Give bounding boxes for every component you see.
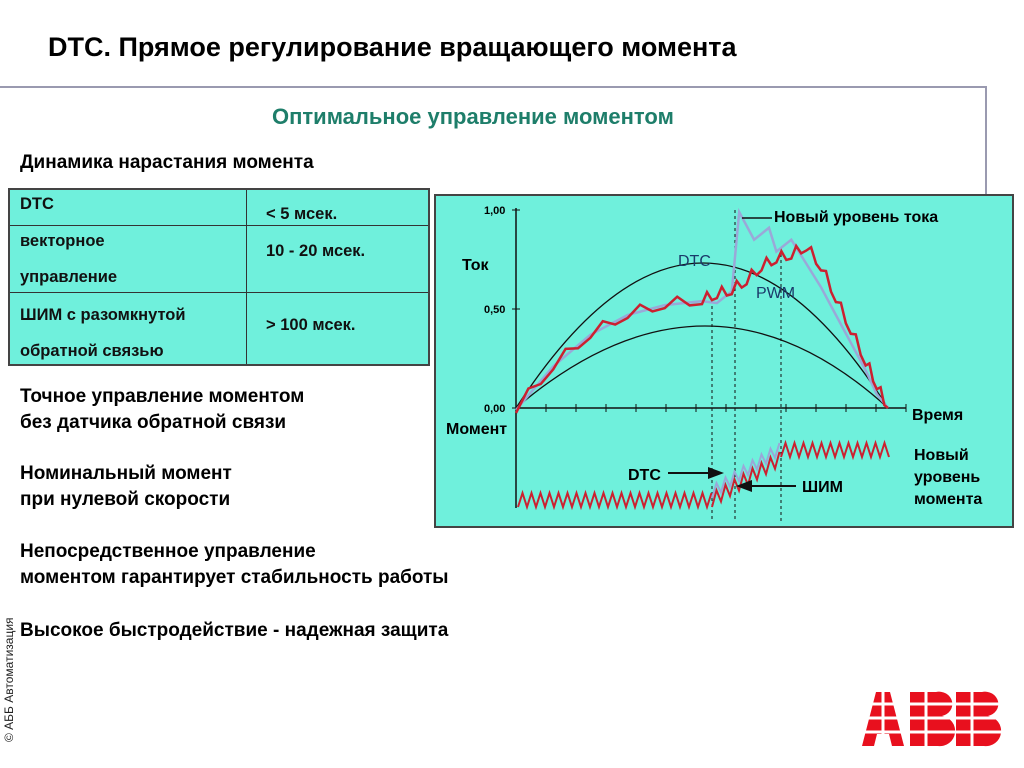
feature-line: при нулевой скорости [20,489,231,510]
copyright-text: © АББ Автоматизация [2,617,16,742]
feature-stability [20,539,449,591]
current-envelope-upper [516,263,888,408]
torque-low-level-line [518,493,712,507]
new-torque-label-3: момента [914,491,983,508]
abb-logo [860,690,1008,748]
slide-title: DTC. Прямое регулирование вращающего момента [48,32,737,62]
table-method-pwm-line2: обратной связью [20,342,164,360]
ytick-label-0: 0,00 [484,403,506,415]
feature-line: Точное управление моментом [20,386,305,407]
feature-sensorless [20,384,304,436]
slide-subtitle: Оптимальное управление моментом [272,104,674,129]
new-torque-label-2: уровень [914,469,981,486]
lower-y-axis-label: Момент [446,421,508,438]
y-axis-label: Ток [462,257,489,274]
table-column-divider [246,190,247,364]
dynamics-label: Динамика нарастания момента [20,152,314,173]
frame-top-border [0,86,986,88]
feature-zero-speed [20,461,232,513]
abb-logo-mark [860,690,1008,748]
ytick-label-1: 1,00 [484,205,506,217]
response-time-table [8,188,430,366]
table-row-divider [10,292,428,293]
table-time-pwm: > 100 мсек. [266,316,356,334]
pwm-series-label: PWM [756,285,796,302]
feature-line: без датчика обратной связи [20,412,287,433]
feature-protection [20,618,448,644]
table-method-pwm-line1: ШИМ с разомкнутой [20,306,186,324]
torque-high-level-line [781,443,889,457]
dtc-torque-label: DTC [628,467,661,484]
shim-arrow [736,480,796,492]
new-current-label: Новый уровень тока [774,209,939,226]
feature-line: Номинальный момент [20,463,232,484]
table-time-vector: 10 - 20 мсек. [266,242,366,260]
feature-line: моментом гарантирует стабильность работы [20,567,449,588]
torque-current-chart [434,194,1014,528]
chart-svg [436,196,1012,526]
shim-torque-label: ШИМ [802,479,843,496]
torque-pwm-ramp-line [712,452,780,507]
torque-dtc-step-line [712,443,780,498]
dtc-series-label: DTC [678,253,711,270]
feature-line: Высокое быстродействие - надежная защита [20,620,449,641]
dtc-current-line [516,212,888,410]
table-method-vector-line2: управление [20,268,118,286]
frame-right-border [985,86,987,194]
feature-line: Непосредственное управление [20,541,316,562]
pwm-current-line [516,246,888,413]
table-method-vector-line1: векторное [20,232,105,250]
ytick-label-050: 0,50 [484,304,506,316]
table-time-dtc: < 5 мсек. [266,205,338,223]
table-method-dtc: DTC [20,195,54,213]
current-envelope-lower [516,326,888,408]
dtc-arrow [668,467,724,479]
new-torque-label-1: Новый [914,447,969,464]
x-axis-label: Время [912,407,964,424]
table-row-divider [10,225,428,226]
